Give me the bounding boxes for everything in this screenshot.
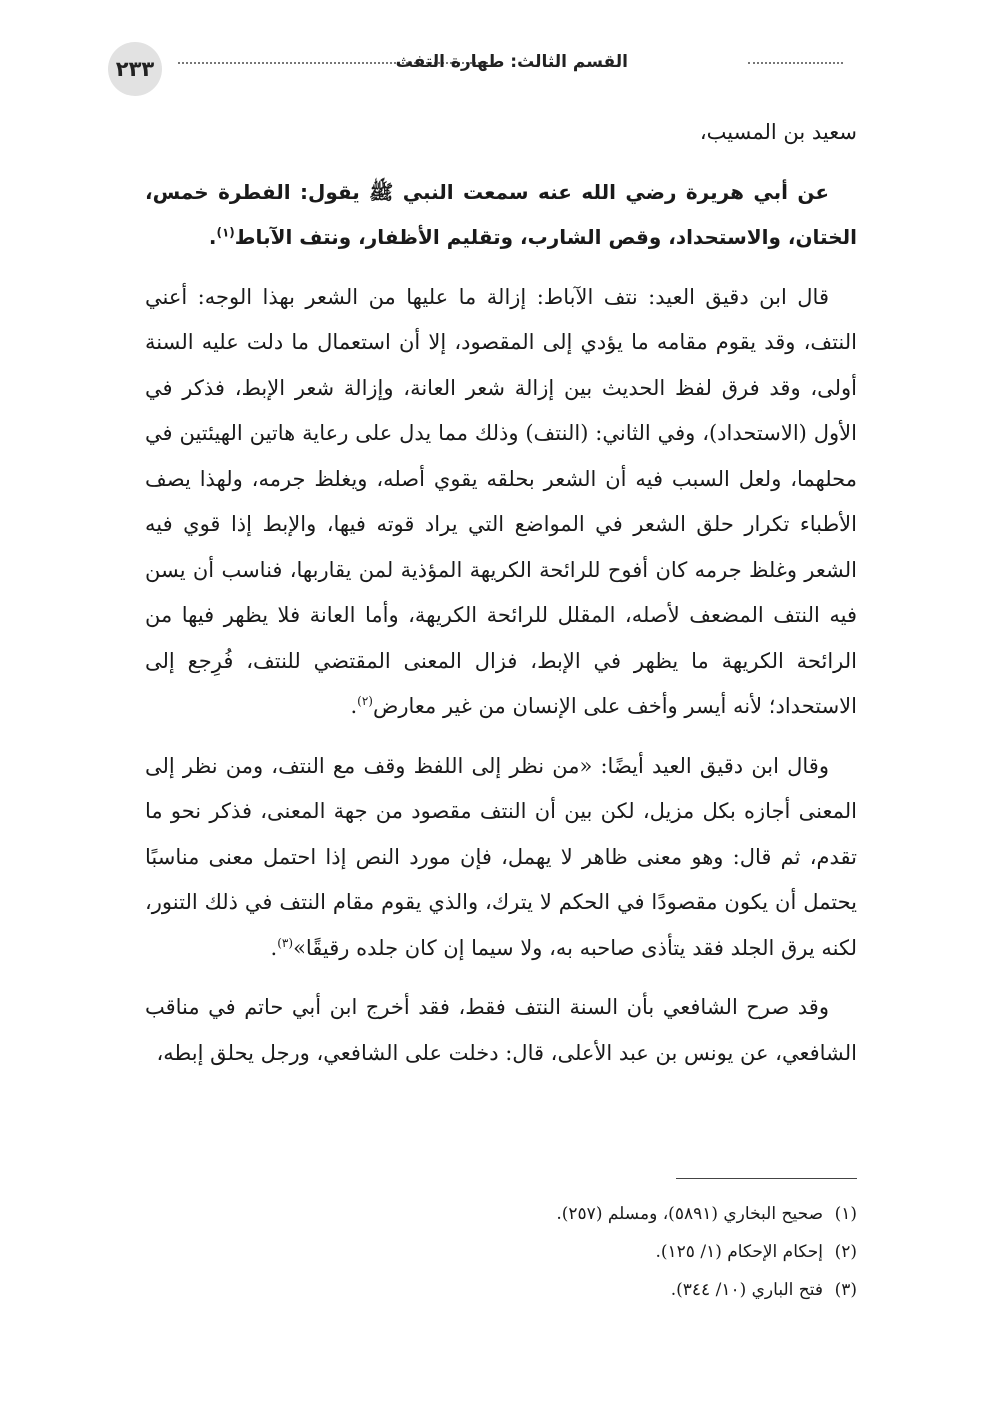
paragraph: وقد صرح الشافعي بأن السنة النتف فقط، فقد أخرج ابن أبي حاتم في مناقب الشافعي، عن يونس بن عبد الأعلى، قال: دخلت على الشافعي، ورجل يحلق إبطه،	[145, 995, 857, 1065]
paragraph: سعيد بن المسيب،	[699, 120, 857, 144]
hadith-paragraph: عن أبي هريرة رضي الله عنه سمعت النبي ﷺ يقول: الفطرة خمس، الختان، والاستحداد، وقص الشارب، وتقليم الأظفار، ونتف الآباط$^{(١)}$.	[145, 179, 857, 249]
footnote-separator	[676, 1178, 857, 1179]
footnote: (١)صحيح البخاري (٥٨٩١)، ومسلم (٢٥٧).	[556, 1204, 857, 1224]
page-number: ٢٣٣	[108, 42, 162, 96]
footnote-ref: (١)	[216, 225, 235, 240]
paragraph: وقال ابن دقيق العيد أيضًا: «من نظر إلى اللفظ وقف مع النتف، ومن نظر إلى المعنى أجازه بكل مزيل، لكن بين أن النتف مقصود من جهة المعنى، فذكر نحو ما تقدم، ثم قال: وهو معنى ظاهر لا يهمل، فإن مورد النص إذا احتمل معنى مناسبًا يحتمل أن يكون مقصودًا في الحكم لا يترك، والذي يقوم مقام النتف في ذلك التنور، لكنه يرق الجلد فقد يتأذى صاحبه به، ولا سيما إن كان جلده رقيقًا»$^{(٣)}$.	[145, 753, 857, 960]
page-header	[108, 38, 843, 98]
footnote: (٢)إحكام الإحكام (١/ ١٢٥).	[655, 1242, 857, 1262]
footnote: (٣)فتح الباري (١٠/ ٣٤٤).	[670, 1280, 857, 1300]
footnote-ref: (٣)	[277, 935, 294, 950]
paragraph: قال ابن دقيق العيد: نتف الآباط: إزالة ما عليها من الشعر بهذا الوجه: أعني النتف، وقد يقوم مقامه ما يؤدي إلى المقصود، إلا أن استعمال ما دلت عليه السنة أولى، وقد فرق لفظ الحديث بين إزالة شعر العانة، وإزالة شعر الإبط، فذكر في الأول (الاستحداد)، وفي الثاني: (النتف) وذلك مما يدل على رعاية هاتين الهيئتين في محلهما، ولعل السبب فيه أن الشعر بحلقه يقوي أصله، ويغلظ جرمه، ولهذا يصف الأطباء تكرار حلق الشعر في المواضع التي يراد قوته فيها، والإبط إذا قوي فيه الشعر وغلظ جرمه كان أفوح للرائحة الكريهة المؤذية لمن يقاربها، فناسب أن يسن فيه النتف المضعف لأصله، المقلل للرائحة الكريهة، وأما العانة فلا يظهر فيها من الرائحة الكريهة ما يظهر في الإبط، فزال المعنى المقتضي للنتف، فُرِجع إلى الاستحداد؛ لأنه أيسر وأخف على الإنسان من غير معارض$^{(٢)}$.	[145, 284, 857, 718]
section-title: القسم الثالث: طهارة التفث	[395, 52, 628, 72]
body-text	[145, 110, 857, 1090]
footnote-ref: (٢)	[357, 694, 373, 708]
footnotes	[157, 1195, 857, 1309]
header-dotted-leader-right	[748, 62, 843, 64]
